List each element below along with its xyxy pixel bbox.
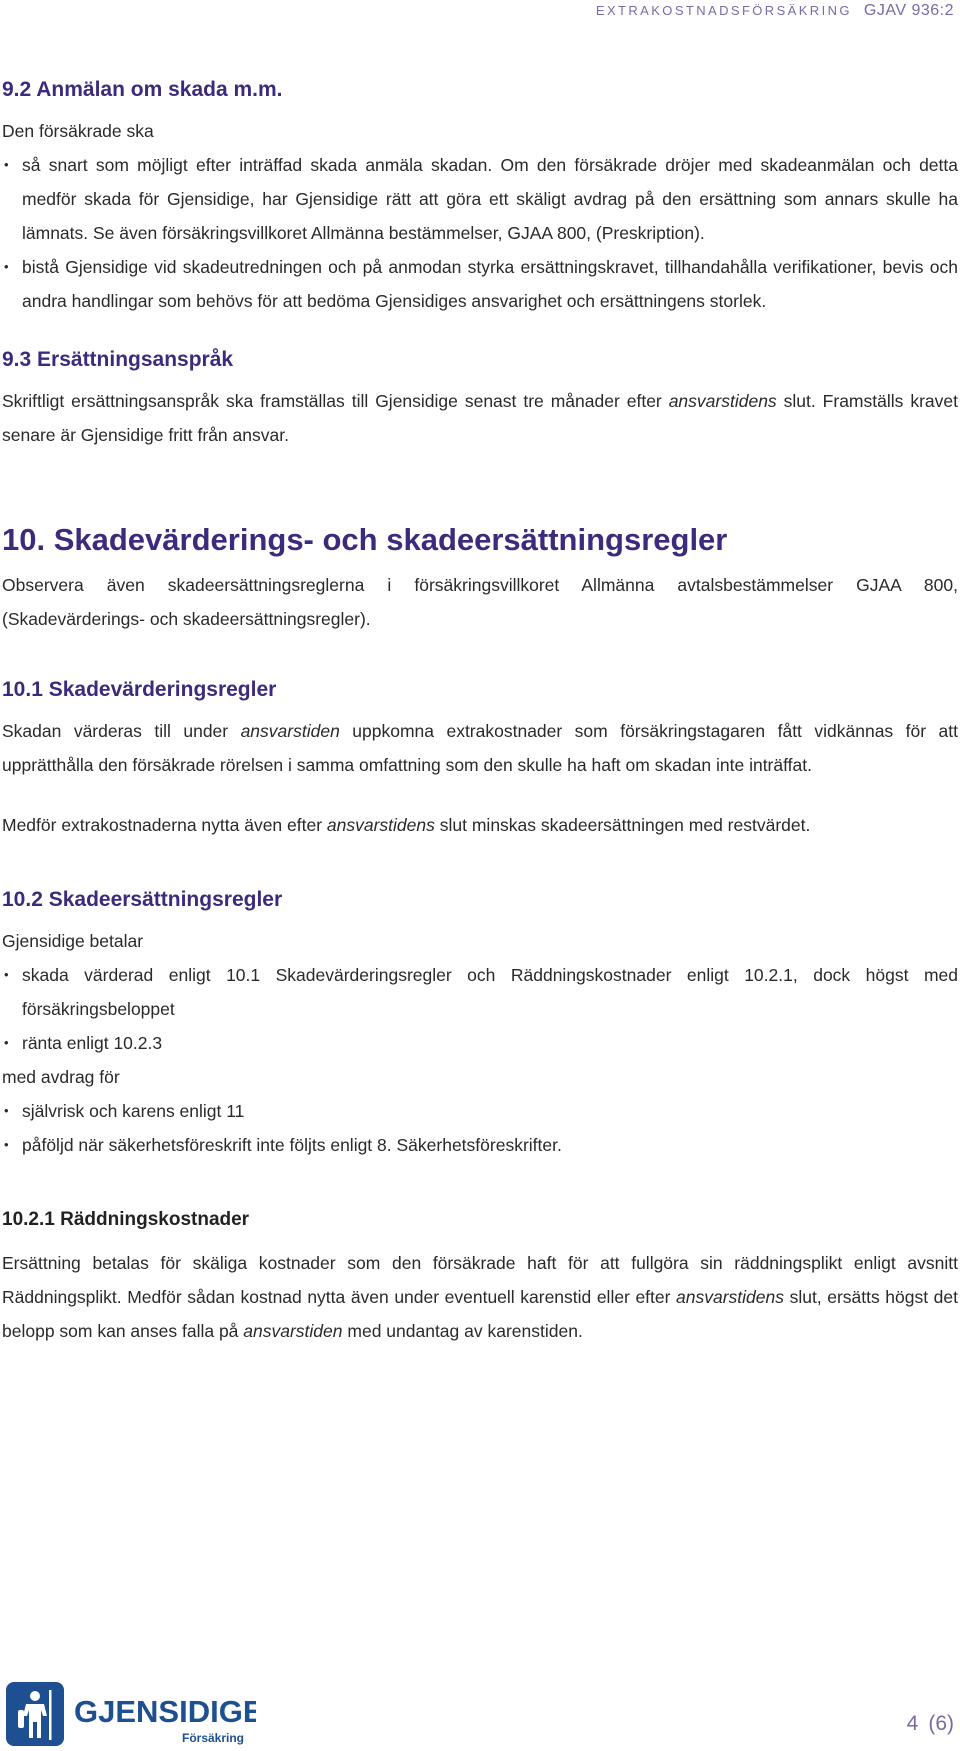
section-10-2-list-2 xyxy=(2,1094,958,1162)
list-item: • självrisk och karens enligt 11 xyxy=(2,1094,958,1128)
text-run: Medför extrakostnaderna nytta även efter xyxy=(2,815,327,835)
section-10-1 xyxy=(2,676,958,842)
text-run: med undantag av karenstiden. xyxy=(342,1321,583,1341)
section-9-3-paragraph xyxy=(2,384,958,452)
text-run: Skriftligt ersättningsanspråk ska framställas till Gjensidige senast tre månader efter xyxy=(2,391,669,411)
section-9-3 xyxy=(2,346,958,452)
section-10-2 xyxy=(2,886,958,1162)
header-category: EXTRAKOSTNADSFÖRSÄKRING xyxy=(595,3,852,18)
text-run: slut, ersätts högst det belopp som kan anses falla på xyxy=(2,1287,958,1341)
section-9-2-title: 9.2 Anmälan om skada m.m. xyxy=(2,78,283,101)
section-10-paragraph: Observera även skadeersättningsreglerna i försäkringsvillkoret Allmänna avtalsbestämmelser GJAA 800, (Skadevärderings- och skadeersättningsregler). xyxy=(2,575,958,629)
gjensidige-logo xyxy=(6,1682,256,1746)
section-10-1-paragraph-2 xyxy=(2,808,958,842)
section-10 xyxy=(2,520,958,636)
list-item: • bistå Gjensidige vid skadeutredningen och på anmodan styrka ersättningskravet, tillhandahålla verifikationer, bevis och andra handlingar som behövs för att bedöma Gjensidiges ansvarighet och ersättningens storlek. xyxy=(2,250,958,318)
page-total: (6) xyxy=(928,1712,954,1735)
section-10-2-list-1 xyxy=(2,958,958,1060)
header-code: GJAV 936:2 xyxy=(863,2,954,19)
logo-subtitle: Försäkring xyxy=(182,1731,245,1745)
running-header xyxy=(596,2,954,20)
section-10-2-1-title: 10.2.1 Räddningskostnader xyxy=(2,1209,250,1230)
logo-graphic xyxy=(6,1682,256,1746)
page-current: 4 xyxy=(906,1712,919,1735)
section-10-2-title: 10.2 Skadeersättningsregler xyxy=(2,888,283,911)
italic-term: ansvarstidens xyxy=(676,1287,785,1307)
section-9-3-title: 9.3 Ersättningsanspråk xyxy=(2,348,234,371)
page-number xyxy=(907,1712,954,1736)
section-10-2-1 xyxy=(2,1206,958,1348)
text-run: Skadan värderas till under xyxy=(2,721,241,741)
text-run: slut minskas skadeersättningen med restvärdet. xyxy=(434,815,811,835)
italic-term: ansvarstidens xyxy=(326,815,435,835)
section-9-2 xyxy=(2,76,958,318)
list-item: • skada värderad enligt 10.1 Skadevärderingsregler och Räddningskostnader enligt 10.2.1, dock högst med försäkringsbeloppet xyxy=(2,958,958,1026)
section-9-2-intro: Den försäkrade ska xyxy=(2,121,154,141)
section-10-2-intro: Gjensidige betalar xyxy=(2,931,144,951)
section-10-1-title: 10.1 Skadevärderingsregler xyxy=(2,678,277,701)
text-run: slut. Framställs kravet senare är Gjensidige fritt från ansvar. xyxy=(2,391,958,445)
section-9-2-list xyxy=(2,148,958,318)
document-body xyxy=(2,76,958,1348)
section-10-2-1-paragraph xyxy=(2,1246,958,1348)
section-10-title: 10. Skadevärderings- och skadeersättningsregler xyxy=(2,522,728,557)
list-item: • ränta enligt 10.2.3 xyxy=(2,1026,958,1060)
section-10-2-mid: med avdrag för xyxy=(2,1067,120,1087)
italic-term: ansvarstiden xyxy=(240,721,340,741)
logo-wordmark: GJENSIDIGE xyxy=(74,1694,256,1729)
italic-term: ansvarstiden xyxy=(243,1321,343,1341)
text-run: Ersättning betalas för skäliga kostnader som den försäkrade haft för att fullgöra sin räddningsplikt enligt avsnitt Räddningsplikt. Medför sådan kostnad nytta även under eventuell karenstid eller efter xyxy=(2,1253,958,1307)
list-item: • så snart som möjligt efter inträffad skada anmäla skadan. Om den försäkrade dröjer med skadeanmälan och detta medför skada för Gjensidige, har Gjensidige rätt att göra ett skäligt avdrag på den ersättning som annars skulle ha lämnats. Se även försäkringsvillkoret Allmänna bestämmelser, GJAA 800, (Preskription). xyxy=(2,148,958,250)
section-10-1-paragraph-1 xyxy=(2,714,958,782)
text-run: uppkomna extrakostnader som försäkringstagaren fått vidkännas för att upprätthålla den försäkrade rörelsen i samma omfattning som den skulle ha haft om skadan inte inträffat. xyxy=(2,721,958,775)
list-item: • påföljd när säkerhetsföreskrift inte följts enligt 8. Säkerhetsföreskrifter. xyxy=(2,1128,958,1162)
italic-term: ansvarstidens xyxy=(668,391,777,411)
